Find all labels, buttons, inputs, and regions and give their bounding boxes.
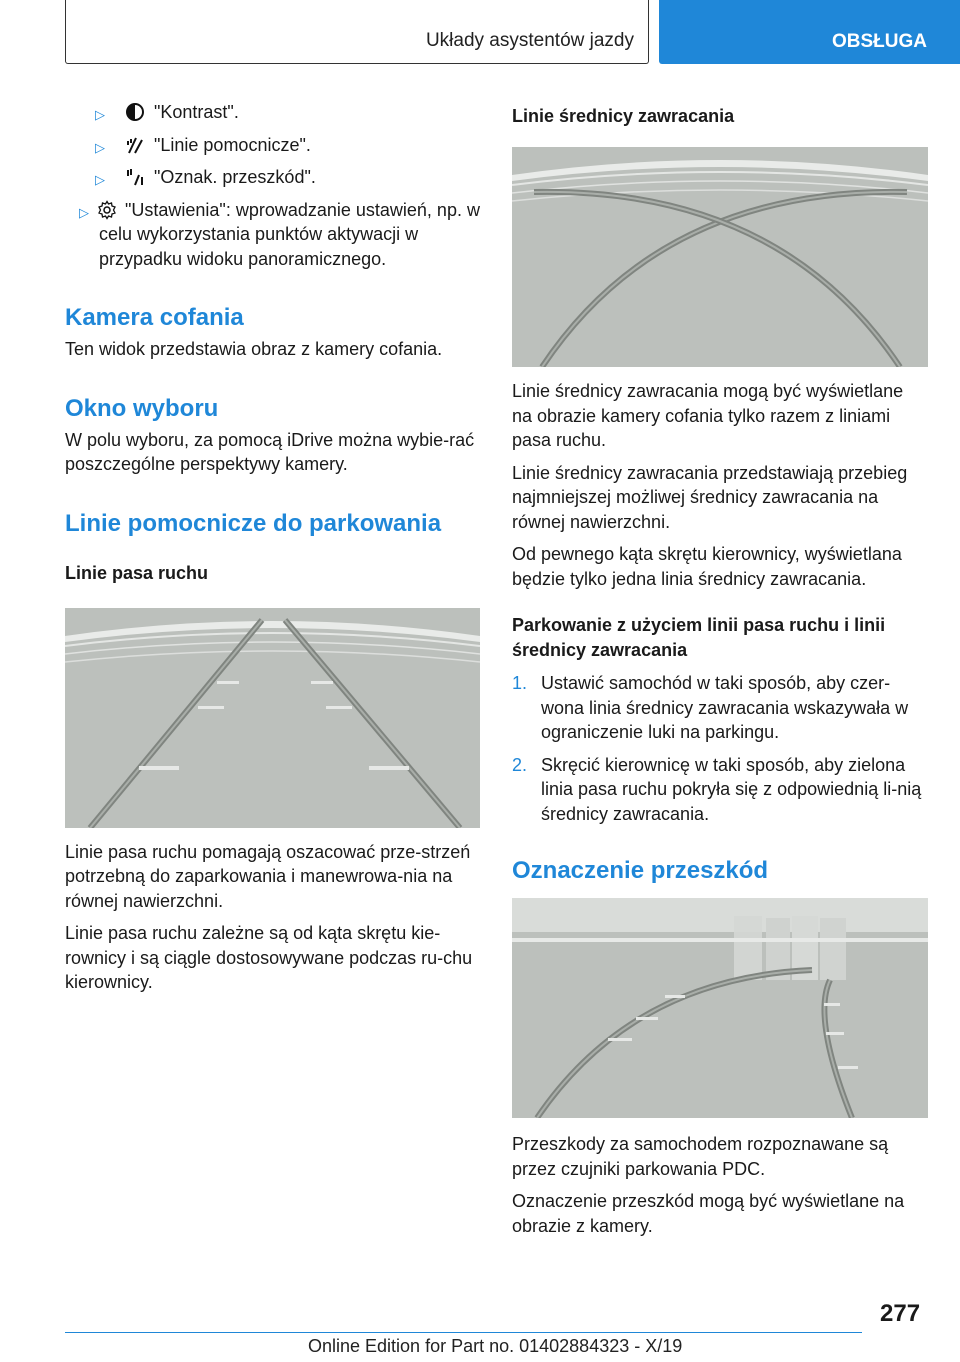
paragraph: Linie pasa ruchu pomagają oszacować prze‐strzeń potrzebną do zaparkowania i manewrowa‐nia na równej nawierzchni. [65,841,471,911]
paragraph: Od pewnego kąta skrętu kierownicy, wyświetlana będzie tylko jedna linia średnicy zawracania. [512,544,902,589]
lane-lines-figure [65,608,480,828]
paragraph: Przeszkody za samochodem rozpoznawane są przez czujniki parkowania PDC. [512,1134,889,1179]
guide-lines-icon [125,135,145,155]
footer-text[interactable]: Online Edition for Part no. 01402884323 - X/19 [308,1336,683,1356]
subheading-turning-lines: Linie średnicy zawracania [512,106,735,126]
paragraph: Oznaczenie przeszkód mogą być wyświetlane na obrazie z kamery. [512,1191,905,1236]
section-tab[interactable] [659,0,960,64]
subheading-lane-lines: Linie pasa ruchu [65,562,209,583]
subheading-procedure: Parkowanie z użyciem linii pasa ruchu i linii średnicy zawracania [512,615,886,660]
heading-parking-lines: Linie pomocnicze do parkowania [65,509,442,537]
list-item: ▷ "Oznak. przeszkód". [65,165,480,190]
obstacle-marking-figure [512,898,928,1118]
contrast-icon [125,102,145,122]
paragraph: Linie średnicy zawracania mogą być wyświetlane na obrazie kamery cofania tylko razem z liniami pasa ruchu. [512,381,904,450]
list-item: ▷ "Kontrast". [65,100,480,125]
bullet-triangle-icon: ▷ [95,107,105,122]
header-frame [65,0,649,64]
list-item: ▷ "Linie pomocnicze". [65,133,480,158]
bullet-triangle-icon: ▷ [95,172,105,187]
bullet-triangle-icon: ▷ [95,139,105,155]
left-column [65,100,480,995]
bullet-triangle-icon: ▷ [79,204,89,220]
paragraph: Ten widok przedstawia obraz z kamery cofania. [65,339,443,359]
list-item: ▷ "Ustawienia": wprowadzanie ustawień, np. w celu wykorzystania punktów aktywacji w przypadku widoku panoramicznego. [79,199,480,269]
turning-lines-figure [512,147,928,367]
footer-divider [65,1332,862,1333]
right-column [512,100,928,1238]
list-item: 2. Skręcić kierownicę w taki sposób, aby zielona linia pasa ruchu pokryła się z odpowiednią li‐nią średnicy zawracania. [512,754,922,824]
gear-icon [97,200,117,220]
paragraph: W polu wyboru, za pomocą iDrive można wybie‐rać poszczególne perspektywy kamery. [65,429,475,474]
heading-selection: Okno wyboru [65,394,219,422]
paragraph: Linie pasa ruchu zależne są od kąta skrętu kie‐rownicy i są ciągle dostosowywane podczas ru‐chu kierownicy. [65,923,473,992]
paragraph: Linie średnicy zawracania przedstawiają przebieg najmniejszej możliwej średnicy zawracania na równej nawierzchni. [512,462,908,532]
section-label: OBSŁUGA [832,31,927,52]
list-item: 1. Ustawić samochód w taki sposób, aby czer‐wona linia średnicy zawracania wskazywała w ograniczenie luki na parkingu. [512,673,909,742]
page-number: 277 [880,1300,921,1327]
chapter-title: Układy asystentów jazdy [425,30,634,51]
heading-camera: Kamera cofania [65,304,244,331]
obstacle-marking-icon [125,167,145,187]
heading-obstacle-marking: Oznaczenie przeszkód [512,857,769,884]
